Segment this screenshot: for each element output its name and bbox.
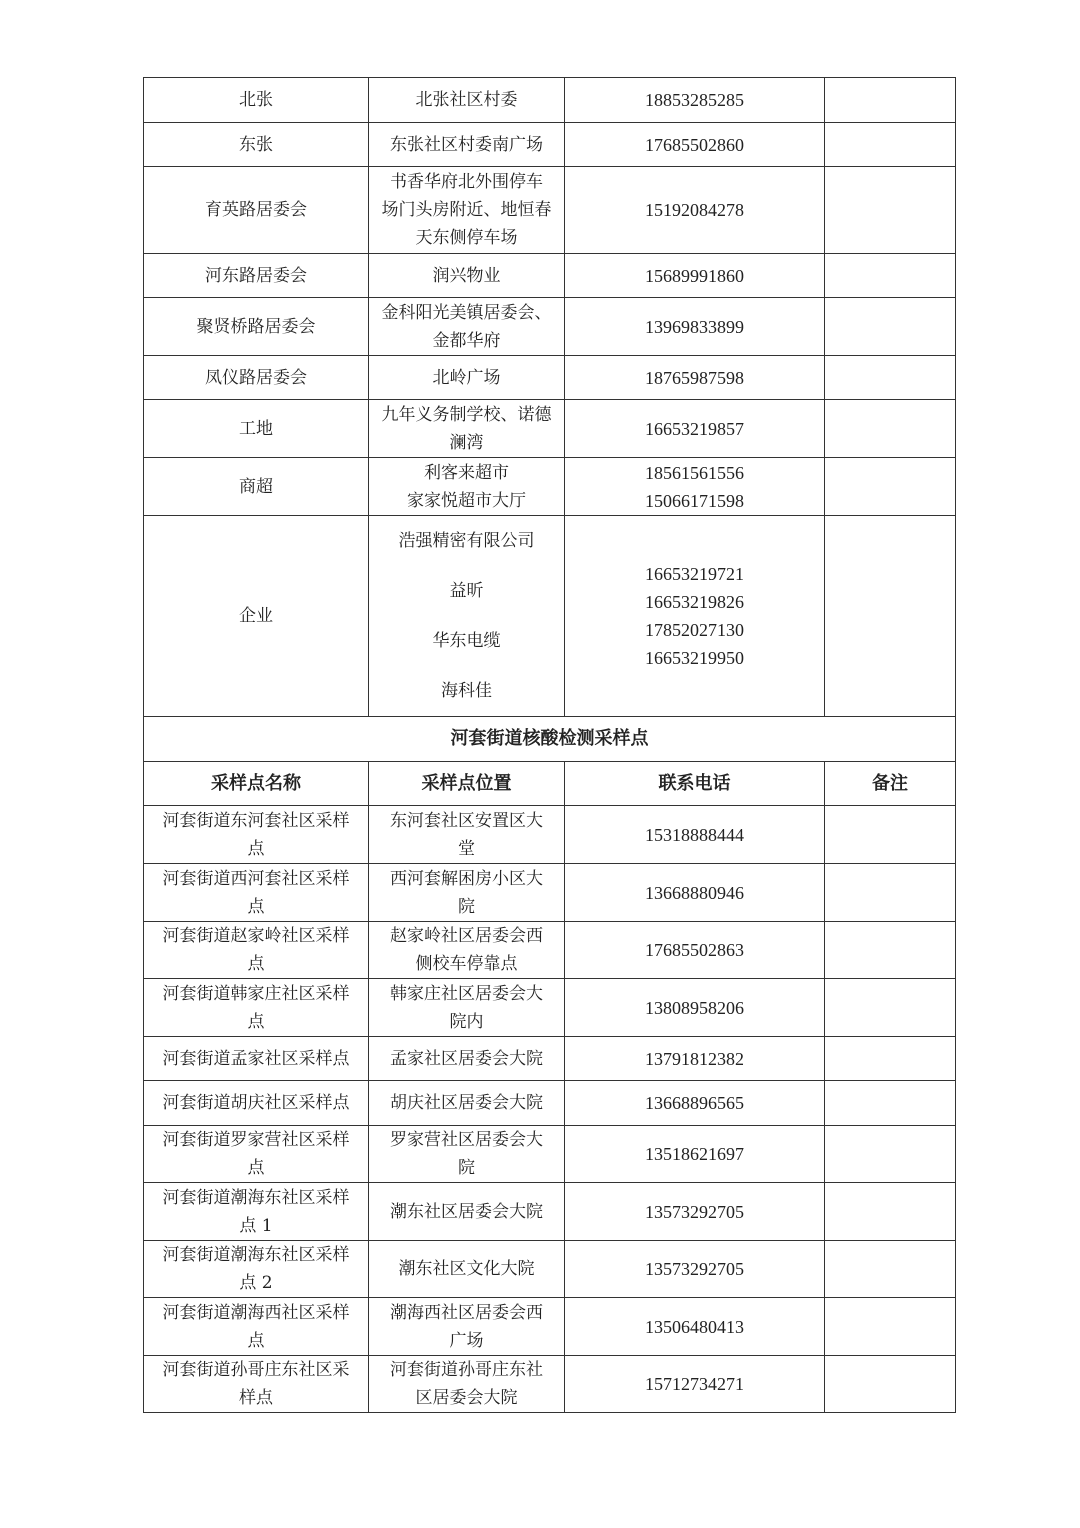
site-name — [144, 1356, 369, 1413]
phone-line: 16653219721 — [645, 564, 744, 584]
contact-phone: 13518621697 — [565, 1126, 825, 1183]
contact-phone: 15712734271 — [565, 1356, 825, 1413]
site-name-line: 河套街道赵家岭社区采样 — [162, 926, 350, 946]
table-row — [144, 1081, 956, 1126]
site-location-line: 院内 — [449, 1011, 484, 1032]
site-name-line: 样点 — [239, 1388, 273, 1408]
site-name — [144, 922, 369, 979]
note-cell — [825, 78, 956, 123]
location-line: 益昕 — [449, 581, 484, 601]
site-name: 东张 — [144, 123, 369, 167]
note-cell — [825, 864, 956, 922]
site-name — [144, 1037, 369, 1081]
note-cell — [825, 979, 956, 1037]
note-cell — [825, 458, 956, 516]
site-name-line: 点 1 — [239, 1215, 273, 1236]
table-row — [144, 123, 956, 167]
table-row — [144, 806, 956, 864]
section-title-row — [144, 717, 956, 762]
table-row — [144, 1241, 956, 1298]
location-line: 金都华府 — [432, 330, 501, 351]
site-location — [369, 516, 565, 717]
site-name-line: 河套街道韩家庄社区采样 — [162, 983, 350, 1004]
contact-phone: 16653219857 — [565, 400, 825, 458]
site-location-line: 堂 — [458, 838, 475, 859]
contact-phone: 15192084278 — [565, 167, 825, 254]
site-name — [144, 1241, 369, 1298]
site-location — [369, 400, 565, 458]
contact-phone: 17685502860 — [565, 123, 825, 167]
table-row — [144, 400, 956, 458]
contact-phone: 13573292705 — [565, 1241, 825, 1298]
table-row — [144, 1126, 956, 1183]
note-cell — [825, 806, 956, 864]
table-row — [144, 78, 956, 123]
site-name: 聚贤桥路居委会 — [144, 298, 369, 356]
site-name-line: 点 — [247, 838, 265, 859]
note-cell — [825, 922, 956, 979]
table-row — [144, 356, 956, 400]
site-name-line: 河套街道胡庆社区采样点 — [162, 1093, 350, 1113]
header-phone: 联系电话 — [565, 762, 825, 806]
site-location-line: 孟家社区居委会大院 — [390, 1048, 543, 1069]
contact-phone — [565, 516, 825, 717]
site-location: 北张社区村委 — [369, 78, 565, 123]
note-cell — [825, 123, 956, 167]
contact-phone: 13969833899 — [565, 298, 825, 356]
table-row — [144, 298, 956, 356]
location-line: 书香华府北外围停车 — [390, 172, 543, 192]
location-line: 金科阳光美镇居委会、 — [381, 302, 552, 323]
note-cell — [825, 1037, 956, 1081]
table-row — [144, 922, 956, 979]
location-line: 场门头房附近、地恒春 — [381, 200, 552, 220]
location-line: 利客来超市 — [424, 462, 509, 483]
contact-phone: 13808958206 — [565, 979, 825, 1037]
note-cell — [825, 254, 956, 298]
note-cell — [825, 1183, 956, 1241]
note-cell — [825, 298, 956, 356]
site-name-line: 河套街道孟家社区采样点 — [162, 1048, 350, 1069]
contact-phone: 13668880946 — [565, 864, 825, 922]
contact-phone: 13668896565 — [565, 1081, 825, 1126]
site-name-line: 点 — [247, 1158, 265, 1178]
note-cell — [825, 400, 956, 458]
site-name-line: 河套街道潮海东社区采样 — [162, 1245, 350, 1265]
site-name-line: 河套街道潮海西社区采样 — [162, 1302, 350, 1323]
site-name: 河东路居委会 — [144, 254, 369, 298]
site-name — [144, 979, 369, 1037]
site-location-line: 潮东社区居委会大院 — [390, 1201, 543, 1222]
site-location-line: 罗家营社区居委会大 — [390, 1130, 543, 1150]
site-location — [369, 922, 565, 979]
location-line: 华东电缆 — [432, 631, 501, 651]
phone-line: 16653219826 — [645, 592, 744, 612]
note-cell — [825, 1081, 956, 1126]
note-cell — [825, 1126, 956, 1183]
location-line: 海科佳 — [441, 681, 492, 701]
sampling-sites-table — [143, 77, 956, 1413]
site-location-line: 东河套社区安置区大 — [390, 810, 543, 831]
site-name: 凤仪路居委会 — [144, 356, 369, 400]
site-name — [144, 1183, 369, 1241]
site-location — [369, 979, 565, 1037]
contact-phone: 13573292705 — [565, 1183, 825, 1241]
table-row — [144, 1298, 956, 1356]
site-name: 商超 — [144, 458, 369, 516]
site-location — [369, 1183, 565, 1241]
header-site-name: 采样点名称 — [144, 762, 369, 806]
phone-line: 15066171598 — [645, 490, 744, 511]
section-title: 河套街道核酸检测采样点 — [144, 717, 956, 762]
site-location — [369, 1081, 565, 1126]
phone-line: 17852027130 — [645, 620, 744, 640]
table-row — [144, 167, 956, 254]
table-row — [144, 254, 956, 298]
site-name — [144, 864, 369, 922]
site-name-line: 点 — [247, 954, 265, 974]
site-location-line: 区居委会大院 — [415, 1388, 518, 1408]
header-note: 备注 — [825, 762, 956, 806]
header-site-location: 采样点位置 — [369, 762, 565, 806]
phone-line: 18561561556 — [645, 462, 744, 483]
site-name: 北张 — [144, 78, 369, 123]
site-location — [369, 806, 565, 864]
note-cell — [825, 1241, 956, 1298]
site-location-line: 西河套解困房小区大 — [390, 868, 543, 889]
table-row — [144, 979, 956, 1037]
contact-phone: 15689991860 — [565, 254, 825, 298]
site-location — [369, 458, 565, 516]
site-location-line: 河套街道孙哥庄东社 — [390, 1360, 543, 1380]
site-location — [369, 1126, 565, 1183]
site-name-line: 河套街道潮海东社区采样 — [162, 1187, 350, 1208]
site-name-line: 河套街道罗家营社区采样 — [162, 1130, 350, 1150]
site-location-line: 院 — [458, 896, 475, 917]
site-location: 东张社区村委南广场 — [369, 123, 565, 167]
site-location-line: 潮海西社区居委会西 — [390, 1302, 543, 1323]
site-location-line: 广场 — [449, 1330, 484, 1351]
note-cell — [825, 167, 956, 254]
contact-phone — [565, 458, 825, 516]
site-name-line: 河套街道孙哥庄东社区采 — [162, 1360, 350, 1380]
site-name — [144, 1298, 369, 1356]
site-name-line: 河套街道西河套社区采样 — [162, 868, 350, 889]
contact-phone: 17685502863 — [565, 922, 825, 979]
site-name-line: 河套街道东河套社区采样 — [162, 810, 350, 831]
site-location — [369, 864, 565, 922]
table-row — [144, 1037, 956, 1081]
table-row — [144, 458, 956, 516]
contact-phone: 15318888444 — [565, 806, 825, 864]
site-location: 润兴物业 — [369, 254, 565, 298]
contact-phone: 18853285285 — [565, 78, 825, 123]
site-location-line: 院 — [458, 1158, 475, 1178]
site-name: 企业 — [144, 516, 369, 717]
table-row — [144, 864, 956, 922]
site-location — [369, 167, 565, 254]
site-location: 北岭广场 — [369, 356, 565, 400]
site-location-line: 赵家岭社区居委会西 — [390, 926, 543, 946]
contact-phone: 18765987598 — [565, 356, 825, 400]
note-cell — [825, 516, 956, 717]
contact-phone: 13506480413 — [565, 1298, 825, 1356]
site-name: 育英路居委会 — [144, 167, 369, 254]
note-cell — [825, 356, 956, 400]
bottom-rows — [144, 806, 956, 1413]
site-location-line: 潮东社区文化大院 — [398, 1259, 535, 1279]
table-header-row — [144, 762, 956, 806]
location-line: 天东侧停车场 — [415, 228, 518, 248]
site-name — [144, 806, 369, 864]
site-name-line: 点 — [247, 896, 265, 917]
contact-phone: 13791812382 — [565, 1037, 825, 1081]
site-location — [369, 298, 565, 356]
site-location-line: 胡庆社区居委会大院 — [390, 1093, 543, 1113]
site-location — [369, 1037, 565, 1081]
site-name: 工地 — [144, 400, 369, 458]
location-line: 澜湾 — [449, 432, 484, 453]
note-cell — [825, 1356, 956, 1413]
site-location-line: 韩家庄社区居委会大 — [390, 983, 543, 1004]
site-name — [144, 1126, 369, 1183]
site-name-line: 点 — [247, 1011, 265, 1032]
site-location-line: 侧校车停靠点 — [415, 954, 518, 974]
site-location — [369, 1298, 565, 1356]
table-row — [144, 1183, 956, 1241]
site-location — [369, 1241, 565, 1298]
site-name-line: 点 2 — [239, 1273, 273, 1293]
note-cell — [825, 1298, 956, 1356]
table-row — [144, 1356, 956, 1413]
location-line: 九年义务制学校、诺德 — [381, 404, 552, 425]
location-line: 家家悦超市大厅 — [407, 490, 526, 511]
location-line: 浩强精密有限公司 — [398, 531, 535, 551]
table-row-enterprise — [144, 516, 956, 717]
site-name-line: 点 — [247, 1330, 265, 1351]
site-location — [369, 1356, 565, 1413]
site-name — [144, 1081, 369, 1126]
phone-line: 16653219950 — [645, 648, 744, 668]
